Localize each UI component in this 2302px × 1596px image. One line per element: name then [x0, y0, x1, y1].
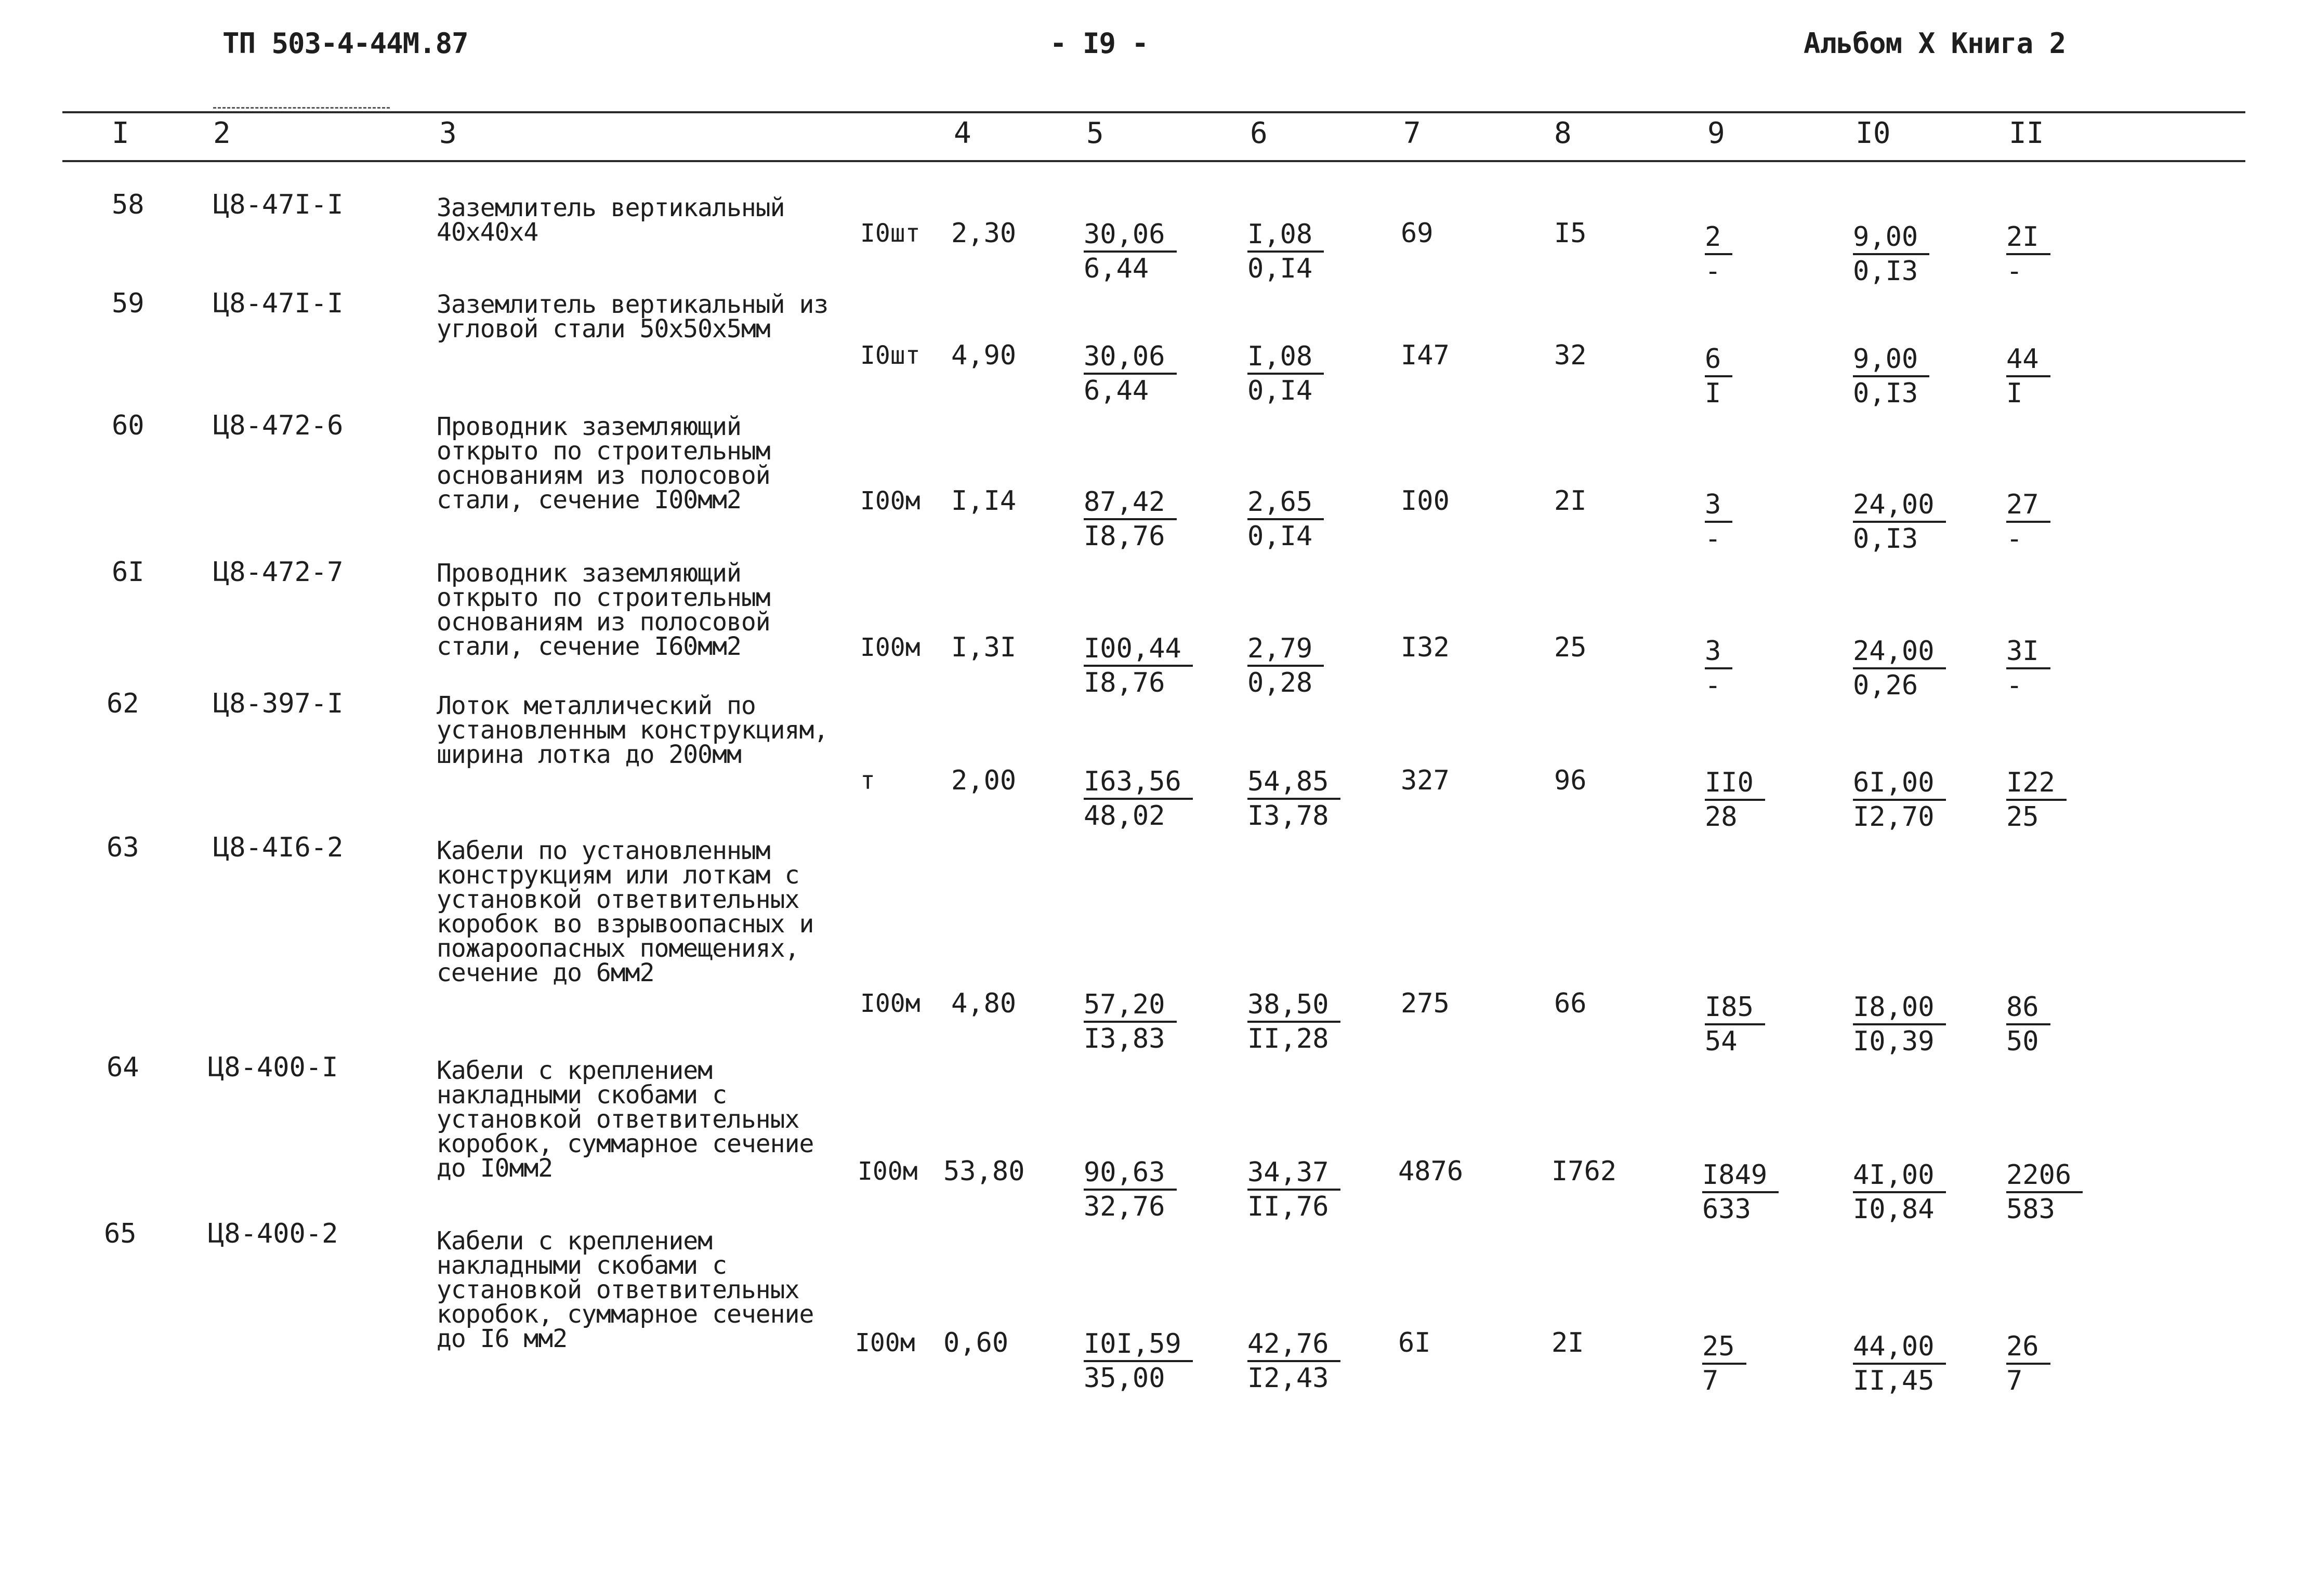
row-code: Ц8-47I-I [213, 288, 344, 319]
cost-fraction: $\frac{57,20}{I3,83}$ [1084, 988, 1177, 1055]
total-value: I47 [1401, 340, 1450, 371]
row-description: Заземлитель вертикальный 40х40х4 [437, 193, 785, 247]
row-number: 64 [107, 1052, 139, 1083]
column-number-row [0, 116, 2302, 158]
total-value: I32 [1401, 632, 1450, 663]
cost-fraction: $\frac{I,08}{0,I4}$ [1247, 218, 1324, 285]
row-description: Заземлитель вертикальный из угловой стали 50х50х5мм [437, 290, 828, 344]
cost-fraction: $\frac{I00,44}{I8,76}$ [1084, 632, 1193, 699]
cost-fraction: $\frac{44,00}{II,45}$ [1853, 1330, 1946, 1397]
column-number: 8 [1554, 116, 1572, 150]
column-number: II [2009, 116, 2044, 150]
header-dashed-rule [213, 107, 390, 109]
cost-fraction: $\frac{4I,00}{I0,84}$ [1853, 1159, 1946, 1225]
cost-fraction: 3I - [2006, 635, 2050, 702]
cost-fraction: $\frac{24,00}{0,26}$ [1853, 635, 1946, 702]
row-unit: I00м [858, 1157, 918, 1186]
cost-fraction: $\frac{9,00}{0,I3}$ [1853, 343, 1929, 410]
cost-fraction: $\frac{II0}{28}$ [1705, 767, 1765, 833]
row-quantity: 2,00 [951, 765, 1017, 796]
cost-fraction: $\frac{30,06}{6,44}$ [1084, 340, 1177, 407]
cost-fraction: $\frac{I849}{633}$ [1702, 1159, 1779, 1225]
total-value: 66 [1554, 988, 1587, 1019]
total-value: 275 [1401, 988, 1450, 1019]
cost-fraction: $\frac{34,37}{II,76}$ [1247, 1156, 1340, 1223]
row-unit: I00м [860, 486, 920, 516]
cost-fraction: $\frac{2,65}{0,I4}$ [1247, 486, 1324, 552]
row-quantity: 4,90 [951, 340, 1017, 371]
cost-fraction: $\frac{I8,00}{I0,39}$ [1853, 991, 1946, 1058]
row-description: Проводник заземляющий открыто по строительным основаниям из полосовой стали, сечение I60мм2 [437, 559, 770, 661]
column-number: 7 [1403, 116, 1421, 150]
row-unit: I0шт [860, 219, 920, 248]
cost-fraction: $\frac{90,63}{32,76}$ [1084, 1156, 1177, 1223]
row-quantity: 4,80 [951, 988, 1017, 1019]
row-number: 6I [112, 557, 144, 588]
table-top-rule [62, 111, 2245, 113]
cost-fraction: $\frac{6}{I}$ [1705, 343, 1732, 410]
total-value: 4876 [1398, 1156, 1464, 1187]
row-quantity: 53,80 [943, 1156, 1025, 1187]
cost-fraction: $\frac{I22}{25}$ [2006, 767, 2067, 833]
cost-fraction: $\frac{2206}{583}$ [2006, 1159, 2083, 1225]
column-number: 4 [954, 116, 971, 150]
cost-fraction: $\frac{I0I,59}{35,00}$ [1084, 1328, 1193, 1394]
cost-fraction: $\frac{I,08}{0,I4}$ [1247, 340, 1324, 407]
column-number: 9 [1707, 116, 1725, 150]
cost-fraction: 2 - [1705, 221, 1732, 287]
row-unit: т [860, 766, 875, 795]
row-number: 59 [112, 288, 144, 319]
cost-fraction: $\frac{26}{7}$ [2006, 1330, 2050, 1397]
total-value: 32 [1554, 340, 1587, 371]
cost-fraction: $\frac{38,50}{II,28}$ [1247, 988, 1340, 1055]
column-number: 2 [213, 116, 231, 150]
row-unit: I00м [860, 989, 920, 1018]
column-number: 5 [1086, 116, 1104, 150]
row-unit: I00м [860, 633, 920, 662]
cost-fraction: $\frac{44}{I}$ [2006, 343, 2050, 410]
cost-fraction: $\frac{2,79}{0,28}$ [1247, 632, 1324, 699]
row-code: Ц8-472-7 [213, 557, 344, 588]
document-code: ТП 503-4-44М.87 [222, 27, 468, 60]
total-value: 6I [1398, 1327, 1431, 1358]
row-number: 60 [112, 410, 144, 441]
total-value: 25 [1554, 632, 1587, 663]
total-value: I00 [1401, 485, 1450, 517]
row-description: Кабели по установленным конструкциям или лоткам с установкой ответвительных коробок во взрывоопасных и пожароопасных помещениях, сечение до 6мм2 [437, 836, 814, 987]
cost-fraction: $\frac{24,00}{0,I3}$ [1853, 489, 1946, 555]
total-value: 69 [1401, 218, 1433, 249]
row-number: 58 [112, 189, 144, 220]
cost-fraction: 2I - [2006, 221, 2050, 287]
row-code: Ц8-397-I [213, 688, 344, 719]
column-number: 6 [1250, 116, 1268, 150]
row-number: 63 [107, 832, 139, 863]
row-code: Ц8-400-I [208, 1052, 338, 1083]
cost-fraction: 27 - [2006, 489, 2050, 555]
total-value: I5 [1554, 218, 1587, 249]
column-number: I [112, 116, 129, 150]
row-description: Проводник заземляющий открыто по строительным основаниям из полосовой стали, сечение I00мм2 [437, 412, 770, 515]
cost-fraction: $\frac{9,00}{0,I3}$ [1853, 221, 1929, 287]
cost-fraction: $\frac{86}{50}$ [2006, 991, 2050, 1058]
row-code: Ц8-4I6-2 [213, 832, 344, 863]
page-number: - I9 - [1050, 27, 1149, 60]
row-code: Ц8-47I-I [213, 189, 344, 220]
cost-fraction: 3 - [1705, 635, 1732, 702]
column-number: I0 [1856, 116, 1891, 150]
total-value: I762 [1551, 1156, 1617, 1187]
row-quantity: I,3I [951, 632, 1017, 663]
table-header-rule [62, 160, 2245, 162]
total-value: 2I [1551, 1327, 1584, 1358]
total-value: 2I [1554, 485, 1587, 517]
row-unit: I0шт [860, 341, 920, 370]
cost-fraction: 3 - [1705, 489, 1732, 555]
row-description: Лоток металлический по установленным конструкциям, ширина лотка до 200мм [437, 691, 828, 769]
row-number: 65 [104, 1218, 137, 1249]
cost-fraction: $\frac{30,06}{6,44}$ [1084, 218, 1177, 285]
row-code: Ц8-472-6 [213, 410, 344, 441]
row-quantity: 0,60 [943, 1327, 1009, 1358]
column-number: 3 [439, 116, 457, 150]
cost-fraction: $\frac{87,42}{I8,76}$ [1084, 486, 1177, 552]
row-quantity: 2,30 [951, 218, 1017, 249]
row-description: Кабели с креплением накладными скобами с установкой ответвительных коробок, суммарное сечение до I6 мм2 [437, 1226, 814, 1353]
cost-fraction: $\frac{25}{7}$ [1702, 1330, 1746, 1397]
row-number: 62 [107, 688, 139, 719]
row-unit: I00м [855, 1328, 915, 1357]
row-code: Ц8-400-2 [208, 1218, 338, 1249]
cost-fraction: $\frac{6I,00}{I2,70}$ [1853, 767, 1946, 833]
total-value: 327 [1401, 765, 1450, 796]
row-description: Кабели с креплением накладными скобами с установкой ответвительных коробок, суммарное сечение до I0мм2 [437, 1056, 814, 1183]
cost-fraction: $\frac{54,85}{I3,78}$ [1247, 766, 1340, 832]
total-value: 96 [1554, 765, 1587, 796]
cost-fraction: $\frac{I85}{54}$ [1705, 991, 1765, 1058]
row-quantity: I,I4 [951, 485, 1017, 517]
cost-fraction: $\frac{I63,56}{48,02}$ [1084, 766, 1193, 832]
album-book-label: Альбом X Книга 2 [1804, 27, 2066, 60]
cost-fraction: $\frac{42,76}{I2,43}$ [1247, 1328, 1340, 1394]
